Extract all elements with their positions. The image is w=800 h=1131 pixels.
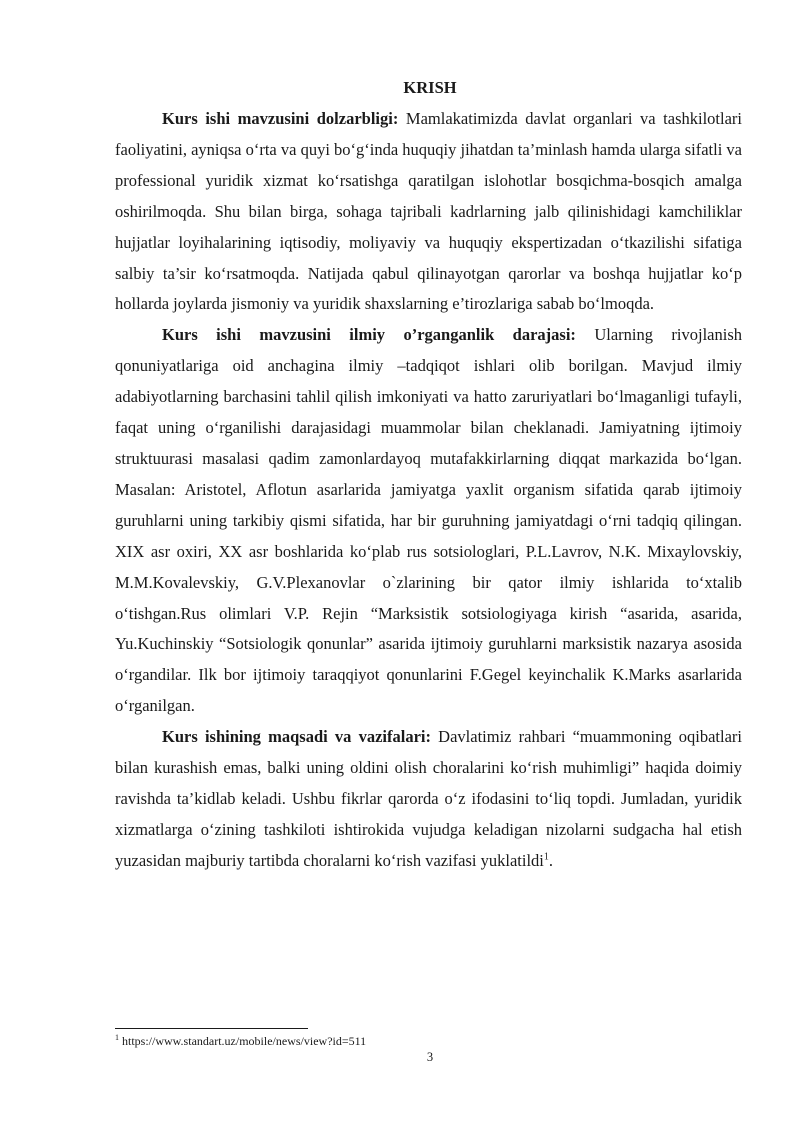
paragraph-research-level <box>115 320 742 722</box>
page-number: 3 <box>426 1050 434 1064</box>
footnote <box>115 1034 366 1048</box>
paragraph-end: . <box>548 850 553 870</box>
footnote-url[interactable]: https://www.standart.uz/mobile/news/view?id=511 <box>119 1034 367 1048</box>
page-title: KRISH <box>403 78 457 97</box>
paragraph-text: Ularning rivojlanish qonuniyatlariga oid anchagina ilmiy –tadqiqot ishlari olib borilgan. Mavjud ilmiy adabiyotlarning barchasini tahlil qilish imkoniyati va hatto zaruriyatlari bo‘lmaganligi tufayli, faqat uning o‘rganilishi darajasidagi muammolar bilan cheklanadi. Jamiyatning ijtimoiy struktuurasi masalasi qadim zamonlardayoq mutafakkirlarning diqqat markazida bo‘lgan. Masalan: Aristotel, Aflotun asarlarida jamiyatga yaxlit organism sifatida qarab ijtimoiy guruhlarni uning tarkibiy qismi sifatida, har bir guruhning jamiyatdagi o‘rni tadqiq qilingan. XIX asr oxiri, XX asr boshlarida ko‘plab rus sotsiologlari, P.L.Lavrov, N.K. Mixaylovskiy, M.M.Kovalevskiy, G.V.Plexanovlar o`zlarining bir qator ilmiy ishlarida to‘xtalib o‘tishgan.Rus olimlari V.P. Rejin “Marksistik sotsiologiyaga kirish “asarida, asarida, Yu.Kuchinskiy “Sotsiologik qonunlar” asarida ijtimoiy guruhlarni marksistik nazarya asosida o‘rgandilar. Ilk bor ijtimoiy taraqqiyot qonunlarini F.Gegel keyinchalik K.Marks asarlarida o‘rganilgan. <box>115 325 742 716</box>
paragraph-heading: Kurs ishi mavzusini ilmiy o’rganganlik darajasi: <box>162 325 576 345</box>
body-text <box>115 104 742 877</box>
footnote-divider <box>115 1028 308 1029</box>
paragraph-text: Davlatimiz rahbari “muammoning oqibatlari bilan kurashish emas, balki uning oldini olish choralarini ko‘rish muhimligi” haqida doimiy ravishda ta’kidlab keladi. Ushbu fikrlar qarorda o‘z ifodasini to‘liq topdi. Jumladan, yuridik xizmatlarga o‘zining tashkiloti ishtirokida vujudga keladigan nizolarni sudgacha hal etish yuzasidan majburiy tartibda choralarni ko‘rish vazifasi yuklatildi <box>115 727 742 870</box>
footnote-reference[interactable]: 1 <box>543 851 549 863</box>
paragraph-heading: Kurs ishining maqsadi va vazifalari: <box>162 727 431 747</box>
paragraph-relevance <box>115 104 742 320</box>
footnote-marker: 1 <box>115 1033 119 1042</box>
paragraph-goals <box>115 722 742 877</box>
paragraph-heading: Kurs ishi mavzusini dolzarbligi: <box>162 109 399 128</box>
paragraph-text: Mamlakatimizda davlat organlari va tashkilotlari faoliyatini, ayniqsa o‘rta va quyi bo‘g‘inda huquqiy jihatdan ta’minlash hamda ularga sifatli va professional yuridik xizmat ko‘rsatishga qaratilgan islohotlar bosqichma-bosqich amalga oshirilmoqda. Shu bilan birga, sohaga tajribali kadrlarning jalb qilinishidagi kamchiliklar hujjatlar loyihalarining iqtisodiy, moliyaviy va huquqiy ekspertizadan o‘tkazilishi sifatiga salbiy ta’sir ko‘rsatmoqda. Natijada qabul qilinayotgan qarorlar va boshqa hujjatlar ko‘p hollarda joylarda jismoniy va yuridik shaxslarning e’tirozlariga sabab bo‘lmoqda. <box>115 109 742 314</box>
